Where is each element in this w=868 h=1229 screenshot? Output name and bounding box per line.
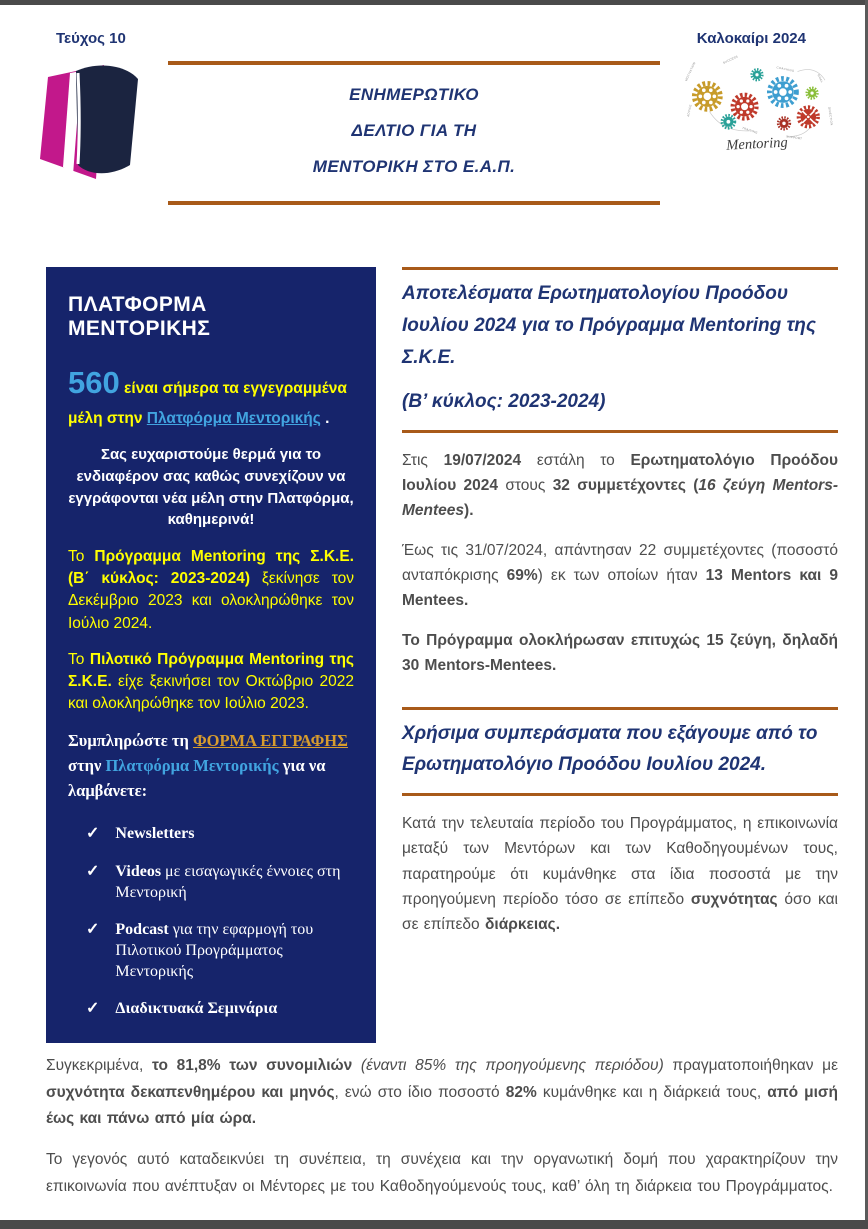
- svg-text:GOAL: GOAL: [816, 73, 825, 84]
- gear-icon: [722, 115, 735, 128]
- text-segment: Διαδικτυακά Σεμινάρια: [115, 1000, 278, 1018]
- title-line-2: ΔΕΛΤΙΟ ΓΙΑ ΤΗ: [351, 121, 477, 140]
- text-segment: διάρκειας: [485, 915, 556, 933]
- masthead-title: [168, 61, 660, 205]
- results-heading-cycle: (Β’ κύκλος: 2023-2024): [402, 390, 606, 412]
- svg-text:COACHING: COACHING: [776, 65, 795, 74]
- content-columns: [0, 205, 868, 1043]
- gear-icon: [799, 107, 818, 126]
- gear-icon: [778, 117, 790, 129]
- survey-sent-paragraph: [402, 448, 838, 523]
- gear-icon: [694, 83, 720, 109]
- results-column: [402, 267, 838, 937]
- checklist-item-text: [115, 919, 354, 982]
- text-segment: όσο και σε επίπεδο: [402, 890, 838, 933]
- gear-icon: [752, 69, 763, 80]
- text-segment: Το γεγονός αυτό καταδεικνύει τη συνέπεια, τη συνέχεια και την οργανωτική δομή που χαρακτηρίζουν την επικοινωνία που ανέπτυξαν οι Μέντορες με του Καθοδηγούμενούς τους, καθ’ όλη τη διάρκεια του Προγράμματος.: [46, 1151, 838, 1195]
- text-segment: εστάλη το: [521, 451, 631, 469]
- platform-link[interactable]: Πλατφόρμα Μεντορικής: [146, 410, 321, 428]
- check-icon: ✓: [86, 862, 100, 880]
- checklist-item: [86, 919, 354, 982]
- checklist-item-text: [115, 861, 354, 903]
- svg-text:MOTIVATION: MOTIVATION: [684, 61, 697, 82]
- pilot-program-note: [68, 649, 354, 715]
- text-segment: .: [555, 915, 561, 933]
- issue-label: Τεύχος 10: [56, 30, 126, 47]
- svg-text:DIRECTION: DIRECTION: [827, 106, 834, 126]
- text-segment: (έναντι 85% της προηγούμενης περιόδου): [360, 1057, 664, 1075]
- mentoring-logo-word: Mentoring: [725, 134, 789, 154]
- platform-box-title: ΠΛΑΤΦΟΡΜΑ ΜΕΝΤΟΡΙΚΗΣ: [68, 293, 211, 340]
- text-segment: είναι σήμερα τα εγγεγραμμένα μέλη στην: [68, 380, 347, 428]
- text-segment: Έως τις 31/07/2024, απάντησαν 22 συμμετέχοντες (ποσοστό ανταπόκρισης: [402, 541, 838, 585]
- text-segment: 560: [68, 365, 120, 400]
- svg-text:ADVICE: ADVICE: [686, 103, 693, 118]
- checklist-item: [86, 861, 354, 903]
- eap-book-logo: [40, 59, 152, 181]
- signup-form-link[interactable]: ΦΟΡΜΑ ΕΓΓΡΑΦΗΣ: [192, 731, 348, 751]
- text-segment: συχνότητας: [690, 890, 778, 908]
- text-segment: Ερωτηματολόγιο Προόδου Ιουλίου 2024: [402, 451, 839, 494]
- gear-icon: [807, 88, 818, 99]
- text-segment: στους: [498, 476, 553, 494]
- completion-paragraph: [402, 628, 838, 678]
- checklist-item: [86, 998, 354, 1019]
- text-segment: 16 ζεύγη Mentors- Mentees: [402, 476, 838, 519]
- text-segment: είχε ξεκινήσει τον Οκτώβριο 2022 και ολοκληρώθηκε τον Ιούλιο 2023.: [68, 672, 354, 712]
- benefits-checklist: [68, 803, 354, 1019]
- check-icon: ✓: [86, 825, 100, 843]
- text-segment: Newsletters: [115, 825, 195, 843]
- gear-icon: [769, 79, 796, 106]
- svg-text:SUPPORT: SUPPORT: [786, 134, 803, 141]
- responses-paragraph: [402, 538, 838, 613]
- text-segment: για να λαμβάνετε:: [68, 755, 326, 800]
- text-segment: 69%: [506, 567, 538, 585]
- checklist-item-text: [115, 998, 277, 1019]
- text-segment: Το: [68, 650, 90, 668]
- text-segment: κυμάνθηκε και η διάρκειά τους,: [536, 1083, 768, 1101]
- title-line-3: ΜΕΝΤΟΡΙΚΗ ΣΤΟ Ε.Α.Π.: [312, 157, 516, 176]
- page-border-top: [0, 0, 868, 5]
- text-segment: 19/07/2024: [443, 451, 522, 469]
- masthead: [0, 47, 868, 205]
- text-segment: Συγκεκριμένα,: [46, 1057, 153, 1075]
- results-heading: [402, 267, 838, 433]
- svg-text:SUCCESS: SUCCESS: [722, 54, 739, 65]
- text-segment: στην: [68, 755, 106, 775]
- issue-row: [0, 0, 868, 47]
- mentoring-gears-logo: [676, 51, 838, 154]
- conclusions-heading: Χρήσιμα συμπεράσματα που εξάγουμε από το Ερωτηματολόγιο Προόδου Ιουλίου 2024.: [402, 707, 838, 797]
- text-segment: για την εφαρμογή του Πιλοτικού Προγράμματος Μεντορικής: [115, 920, 314, 980]
- text-segment: , ενώ στο ίδιο ποσοστό: [334, 1083, 506, 1101]
- results-heading-line: Αποτελέσματα Ερωτηματολογίου Προόδου Ιουλίου 2024 για το Πρόγραμμα Mentoring της Σ.Κ.Ε.: [402, 283, 817, 368]
- page-border-bottom: [0, 1220, 868, 1229]
- communication-paragraph: [402, 811, 838, 937]
- text-segment: από μισή έως και πάνω από μία ώρα.: [46, 1083, 839, 1127]
- text-segment: .: [320, 410, 330, 428]
- text-segment: 32 συμμετέχοντες: [552, 476, 686, 494]
- bottom-section: [0, 1043, 868, 1200]
- program-cycle-note: [68, 546, 354, 635]
- signup-note: [68, 729, 354, 803]
- check-icon: ✓: [86, 1000, 100, 1018]
- consistency-paragraph: [46, 1147, 838, 1200]
- text-segment: με εισαγωγικές έννοιες στη Μεντορική: [115, 862, 341, 901]
- thanks-note: Σας ευχαριστούμε θερμά για το ενδιαφέρον σας καθώς συνεχίζουν να εγγράφονται νέα μέλη στην Πλατφόρμα, καθημερινά!: [68, 446, 354, 529]
- text-segment: το 81,8% των συνομιλιών: [152, 1057, 361, 1075]
- platform-link-2[interactable]: Πλατφόρμα Μεντορικής: [105, 755, 279, 775]
- text-segment: 82%: [505, 1083, 537, 1101]
- text-segment: Πρόγραμμα Mentoring της Σ.Κ.Ε. (Β΄ κύκλος: 2023-2024): [68, 548, 354, 588]
- text-segment: Το: [68, 548, 95, 566]
- season-label: Καλοκαίρι 2024: [696, 30, 806, 47]
- svg-text:TRAINING: TRAINING: [741, 125, 759, 135]
- text-segment: (: [685, 476, 699, 494]
- text-segment: Κατά την τελευταία περίοδο του Προγράμματος, η επικοινωνία μεταξύ των Μεντόρων και των Καθοδηγουμένων τους, παρατηρούμε ότι κυμάνθηκε στα ίδια ποσοστά με την προηγούμενη περίοδο τόσο σε επίπεδο: [402, 815, 838, 908]
- check-icon: ✓: [86, 920, 100, 938]
- frequency-paragraph: [46, 1053, 838, 1132]
- text-segment: Podcast: [115, 920, 169, 938]
- text-segment: Videos: [115, 862, 162, 880]
- checklist-item-text: [115, 823, 194, 844]
- checklist-item: [86, 823, 354, 844]
- text-segment: πραγματοποιήθηκαν με: [663, 1057, 838, 1075]
- text-segment: Στις: [402, 451, 444, 469]
- text-segment: ) εκ των οποίων ήταν: [537, 567, 706, 585]
- gear-icon: [733, 95, 757, 119]
- platform-box: [46, 267, 376, 1043]
- title-line-1: ΕΝΗΜΕΡΩΤΙΚΟ: [349, 85, 479, 104]
- text-segment: Πιλοτικό Πρόγραμμα Mentoring της Σ.Κ.Ε.: [68, 650, 354, 690]
- member-stat: [68, 359, 354, 431]
- text-segment: ).: [464, 501, 474, 519]
- text-segment: Το Πρόγραμμα ολοκλήρωσαν επιτυχώς 15 ζεύγη, δηλαδή 30 Mentors-Mentees.: [402, 632, 838, 675]
- text-segment: Συμπληρώστε τη: [68, 731, 193, 751]
- text-segment: 13 Mentors και 9 Mentees.: [402, 567, 838, 610]
- text-segment: συχνότητα δεκαπενθημέρου και μηνός: [46, 1083, 335, 1101]
- text-segment: ξεκίνησε τον Δεκέμβριο 2023 και ολοκληρώθηκε τον Ιούλιο 2024.: [68, 570, 354, 632]
